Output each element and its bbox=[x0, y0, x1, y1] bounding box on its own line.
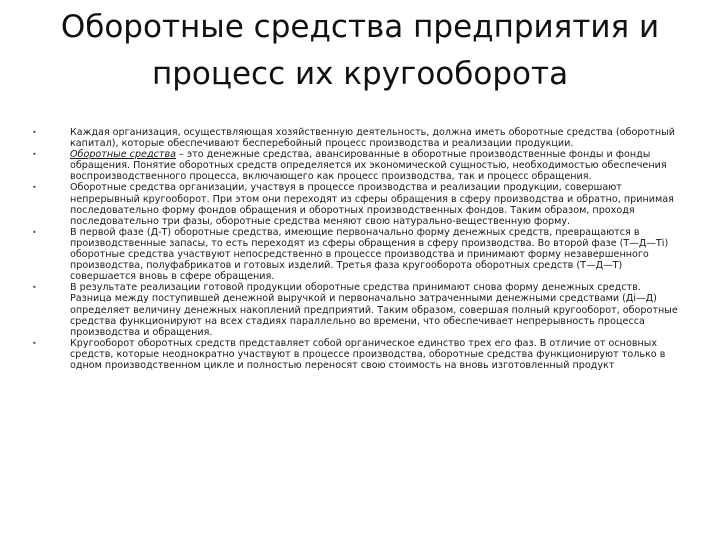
bullet-item bbox=[32, 182, 680, 226]
bullet-text: Кругооборот оборотных средств представляет собой органическое единство трех его фаз. В отличие от основных средств, которые неоднократно участвуют в процессе производства, оборотные средства функционируют только в одном производственном цикле и полностью переносят свою стоимость на вновь изготовленный продукт bbox=[70, 337, 666, 371]
slide-title: Оборотные средства предприятия и процесс их кругооборота bbox=[60, 9, 660, 92]
bullet-item bbox=[32, 227, 680, 282]
bullet-item bbox=[32, 149, 680, 182]
bullet-text bbox=[70, 149, 667, 182]
bullet-dot-icon: • bbox=[32, 283, 37, 293]
bullet-dot-icon: • bbox=[32, 150, 37, 160]
bullet-item bbox=[32, 127, 680, 149]
bullet-dot-icon: • bbox=[32, 128, 37, 137]
bullet-item bbox=[32, 282, 680, 337]
bullet-dot-icon: • bbox=[32, 183, 37, 193]
bullet-text: В первой фазе (Д-Т) оборотные средства, имеющие первоначально форму денежных средств, превращаются в производственные запасы, то есть переходят из сферы обращения в сферу производства. Во второй фазе (Т—Д—Тi) оборотные средства участвуют непосредственно в процессе производства и принимают форму незавершенного производства, полуфабрикатов и готовых изделий. Третья фаза кругооборота оборотных средств (Т—Д—Т) совершается вновь в сфере обращения. bbox=[70, 226, 669, 283]
bullet-dot-icon: • bbox=[32, 227, 37, 237]
bullet-text: Каждая организация, осуществляющая хозяйственную деятельность, должна иметь оборотные средства (оборотный капитал), которые обеспечивают бесперебойный процесс производства и реализации продукции. bbox=[70, 127, 675, 150]
bullet-text: В результате реализации готовой продукции оборотные средства принимают снова форму денежных средств. Разница между поступившей денежной выручкой и первоначально затраченными денежными средствами (Дi—Д) определяет величину денежных накоплений предприятий. Таким образом, совершая полный кругооборот, оборотные средства функционируют на всех стадиях параллельно во времени, что обеспечивает непрерывность процесса производства и обращения. bbox=[70, 282, 678, 338]
term-oborotnye-sredstva: Оборотные средства bbox=[70, 149, 176, 161]
bullet-text-rest: – это денежные средства, авансированные в оборотные производственные фонды и фонды обращения. Понятие оборотных средств определяется их экономической сущностью, необходимостью обеспечения воспроизводственного процесса, включающего как процесс производства, так и процесс обращения. bbox=[70, 149, 667, 183]
bullet-list bbox=[32, 127, 680, 371]
bullet-text: Оборотные средства организации, участвуя в процессе производства и реализации продукции, совершают непрерывный кругооборот. При этом они переходят из сферы обращения в сферу производства и обратно, принимая последовательно форму фондов обращения и оборотных производственных фондов. Таким образом, проходя последовательно три фазы, оборотные средства меняют свою натурально-вещественную форму. bbox=[70, 182, 674, 227]
bullet-dot-icon: • bbox=[32, 338, 37, 348]
bullet-item bbox=[32, 338, 680, 371]
